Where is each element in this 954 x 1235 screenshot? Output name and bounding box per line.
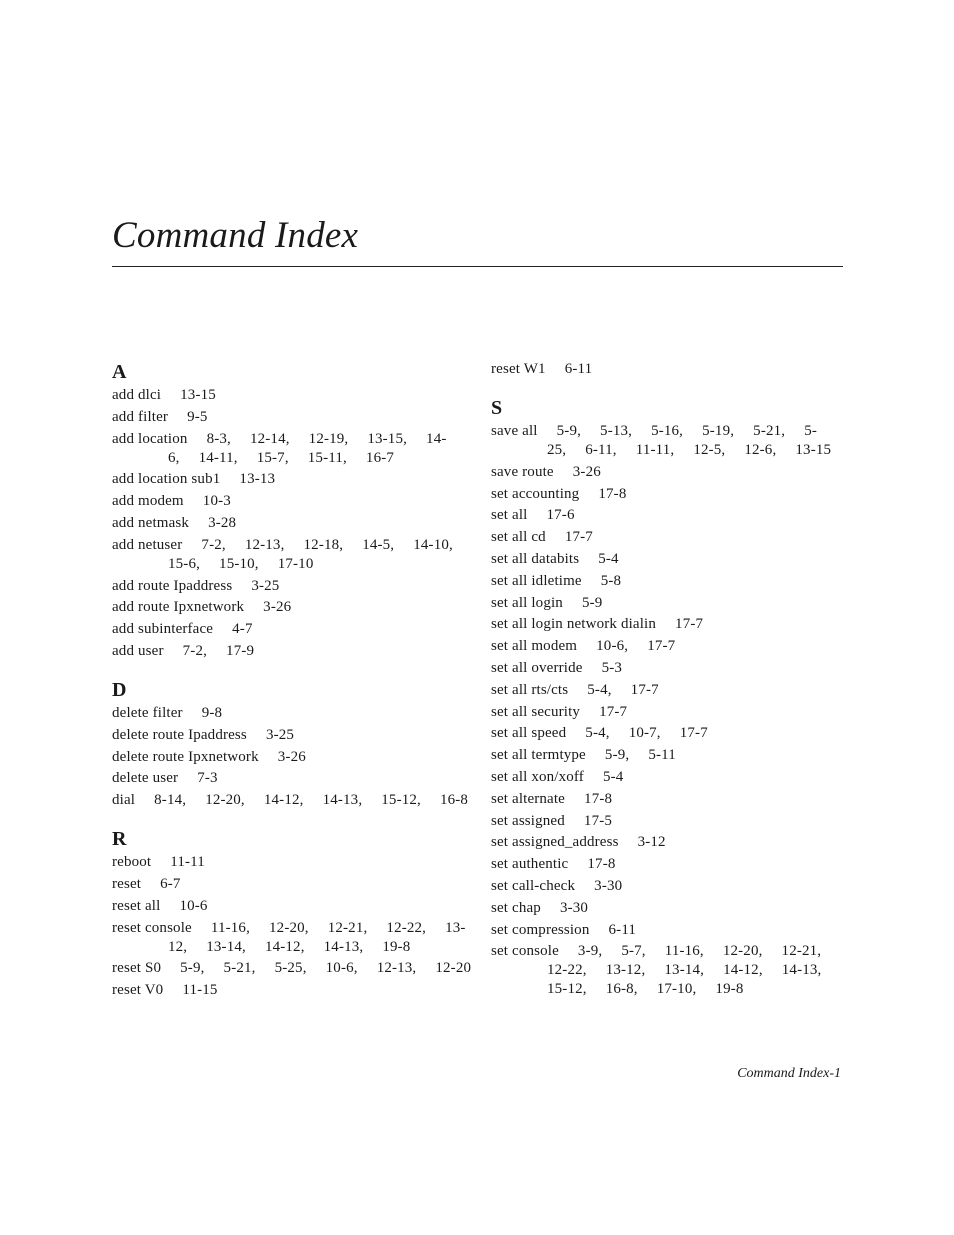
index-entry: reset W1 6-11 — [491, 361, 593, 377]
index-entry: delete route Ipaddress 3-25 — [112, 726, 295, 743]
index-entry: set assigned_address 3-12 — [491, 834, 666, 851]
index-entry: set assigned 17-5 — [491, 812, 613, 829]
index-entry: set all speed 5-4, 10-7, 17-7 — [491, 725, 708, 742]
index-entry: set call-check 3-30 — [491, 877, 623, 894]
section-letter: S — [491, 397, 503, 419]
index-entry: set compression 6-11 — [491, 921, 637, 938]
index-entry: reset all 10-6 — [112, 897, 208, 914]
index-column-left — [112, 360, 472, 1017]
title-rule — [112, 266, 843, 267]
index-entry: save all 5-9, 5-13, 5-16, 5-19, 5-21, 5-25, 6-11, 11-11, 12-5, 12-6, 13-15 — [491, 423, 832, 458]
section-letter: D — [112, 678, 127, 701]
index-section — [491, 360, 851, 379]
index-entry: add user 7-2, 17-9 — [112, 642, 255, 659]
index-entry: reboot 11-11 — [112, 854, 205, 871]
index-entry: delete filter 9-8 — [112, 704, 223, 721]
index-entry: add subinterface 4-7 — [112, 621, 253, 638]
index-section — [491, 396, 851, 999]
index-entry: set all 17-6 — [491, 507, 575, 524]
index-entry: set all login 5-9 — [491, 594, 603, 611]
page-title: Command Index — [112, 215, 359, 256]
section-letter: R — [112, 828, 127, 851]
index-entry: add modem 10-3 — [112, 493, 231, 510]
index-entry: set all modem 10-6, 17-7 — [491, 638, 676, 655]
index-entry: add location 8-3, 12-14, 12-19, 13-15, 14-6, 14-11, 15-7, 15-11, 16-7 — [112, 430, 447, 466]
index-entry: add dlci 13-15 — [112, 387, 216, 403]
index-entry: add route Ipxnetwork 3-26 — [112, 599, 292, 616]
index-entry: set all termtype 5-9, 5-11 — [491, 747, 676, 764]
index-entry: reset V0 11-15 — [112, 982, 218, 999]
index-entry: add netuser 7-2, 12-13, 12-18, 14-5, 14-10, 15-6, 15-10, 17-10 — [112, 536, 469, 572]
index-entry: set all idletime 5-8 — [491, 572, 622, 589]
index-entry: set all cd 17-7 — [491, 529, 593, 546]
index-entry: delete route Ipxnetwork 3-26 — [112, 748, 306, 765]
index-entry: set all security 17-7 — [491, 703, 628, 720]
index-entry: reset console 11-16, 12-20, 12-21, 12-22, 13-12, 13-14, 14-12, 14-13, 19-8 — [112, 919, 466, 955]
index-entry: save route 3-26 — [491, 463, 601, 480]
index-entry: add route Ipaddress 3-25 — [112, 577, 280, 594]
index-entry: set all rts/cts 5-4, 17-7 — [491, 681, 659, 698]
index-entry: dial 8-14, 12-20, 14-12, 14-13, 15-12, 16-8 — [112, 792, 469, 809]
index-entry: set accounting 17-8 — [491, 485, 627, 502]
index-section — [112, 360, 472, 661]
index-entry: add netmask 3-28 — [112, 514, 237, 531]
index-entry: set console 3-9, 5-7, 11-16, 12-20, 12-21, 12-22, 13-12, 13-14, 14-12, 14-13, 15-12, 16-8, 17-10, 19-8 — [491, 943, 837, 998]
index-column-right — [491, 360, 851, 1016]
index-entry: delete user 7-3 — [112, 770, 218, 787]
index-entry: add filter 9-5 — [112, 408, 208, 425]
index-entry: reset 6-7 — [112, 875, 181, 892]
index-entry: set all xon/xoff 5-4 — [491, 768, 624, 785]
index-entry: set alternate 17-8 — [491, 790, 613, 807]
index-entry: reset S0 5-9, 5-21, 5-25, 10-6, 12-13, 12-20 — [112, 960, 472, 977]
index-entry: set all login network dialin 17-7 — [491, 616, 704, 633]
section-letter: A — [112, 361, 127, 383]
index-section — [112, 678, 472, 810]
index-entry: set authentic 17-8 — [491, 856, 616, 873]
page-footer: Command Index-1 — [737, 1066, 841, 1081]
index-entry: set chap 3-30 — [491, 899, 589, 916]
index-entry: add location sub1 13-13 — [112, 471, 276, 488]
index-entry: set all databits 5-4 — [491, 550, 619, 567]
index-section — [112, 827, 472, 1000]
index-entry: set all override 5-3 — [491, 659, 623, 676]
